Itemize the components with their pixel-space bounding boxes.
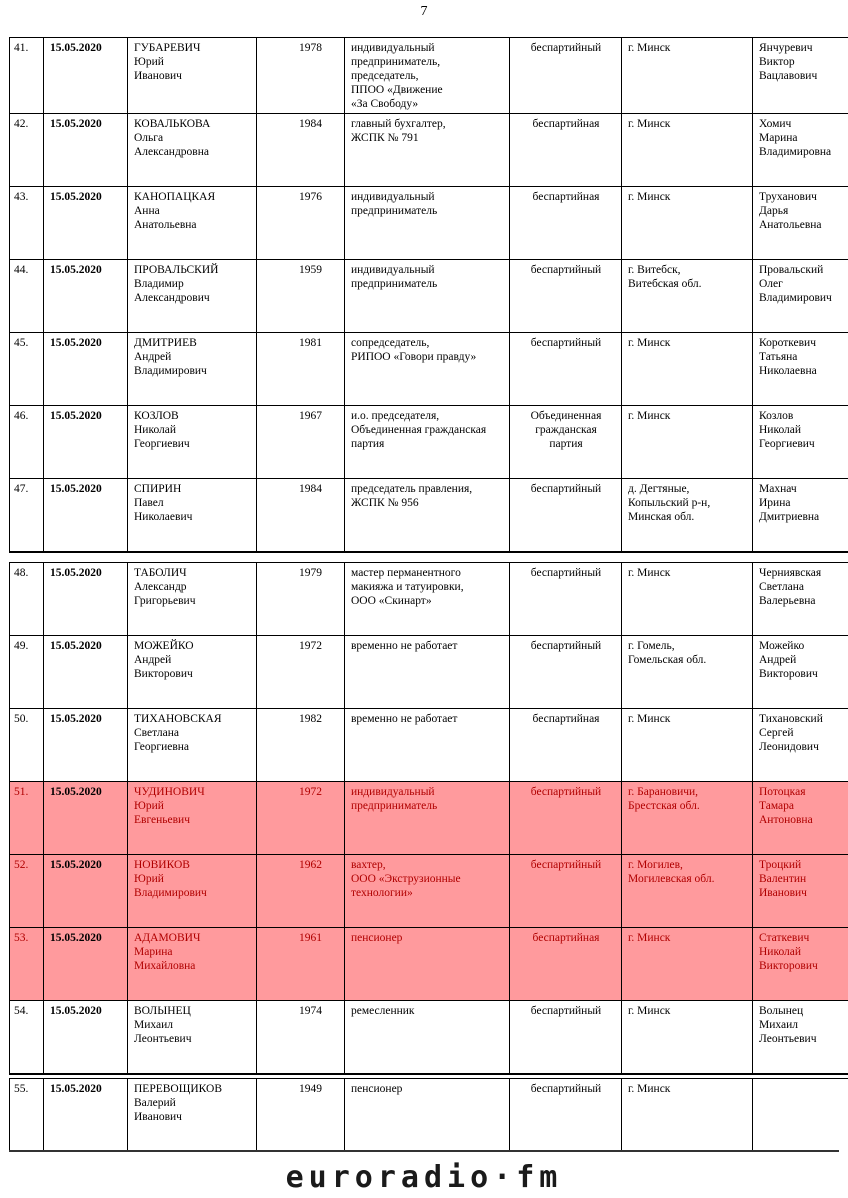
residence: г. Минск [622, 187, 753, 260]
row-number: 52. [10, 855, 44, 928]
party-affiliation: беспартийная [510, 709, 622, 782]
candidate-name: ТАБОЛИЧ Александр Григорьевич [128, 563, 257, 636]
row-date: 15.05.2020 [44, 406, 128, 479]
page-number: 7 [420, 4, 428, 19]
occupation: мастер перманентного макияжа и татуировки, ООО «Скинарт» [345, 563, 510, 636]
row-number: 45. [10, 333, 44, 406]
row-number: 53. [10, 928, 44, 1001]
occupation: пенсионер [345, 1079, 510, 1151]
residence: г. Минск [622, 38, 753, 114]
party-affiliation: беспартийная [510, 187, 622, 260]
authorized-representative: Козлов Николай Георгиевич [753, 406, 848, 479]
candidate-name: ТИХАНОВСКАЯ Светлана Георгиевна [128, 709, 257, 782]
row-number: 54. [10, 1001, 44, 1074]
residence: г. Минск [622, 563, 753, 636]
party-affiliation: беспартийный [510, 1079, 622, 1151]
authorized-representative: Янчуревич Виктор Вацлавович [753, 38, 848, 114]
row-number: 48. [10, 563, 44, 636]
candidate-name: ГУБАРЕВИЧ Юрий Иванович [128, 38, 257, 114]
row-number: 55. [10, 1079, 44, 1151]
candidate-name: КОЗЛОВ Николай Георгиевич [128, 406, 257, 479]
birth-year: 1972 [257, 782, 345, 855]
birth-year: 1961 [257, 928, 345, 1001]
authorized-representative: Можейко Андрей Викторович [753, 636, 848, 709]
table-row [10, 479, 848, 552]
row-number: 51. [10, 782, 44, 855]
row-date: 15.05.2020 [44, 928, 128, 1001]
residence: г. Гомель, Гомельская обл. [622, 636, 753, 709]
candidate-name: ДМИТРИЕВ Андрей Владимирович [128, 333, 257, 406]
authorized-representative: Провальский Олег Владимирович [753, 260, 848, 333]
bottom-divider [9, 1150, 839, 1152]
authorized-representative: Волынец Михаил Леонтьевич [753, 1001, 848, 1074]
party-affiliation: беспартийная [510, 114, 622, 187]
birth-year: 1949 [257, 1079, 345, 1151]
authorized-representative: Труханович Дарья Анатольевна [753, 187, 848, 260]
occupation: вахтер, ООО «Экструзионные технологии» [345, 855, 510, 928]
table-row [10, 928, 848, 1001]
residence: г. Минск [622, 333, 753, 406]
occupation: ремесленник [345, 1001, 510, 1074]
candidate-name: ПЕРЕВОЩИКОВ Валерий Иванович [128, 1079, 257, 1151]
party-affiliation: беспартийный [510, 636, 622, 709]
occupation: временно не работает [345, 709, 510, 782]
occupation: председатель правления, ЖСПК № 956 [345, 479, 510, 552]
party-affiliation: беспартийный [510, 38, 622, 114]
row-number: 47. [10, 479, 44, 552]
table-row [10, 636, 848, 709]
row-date: 15.05.2020 [44, 855, 128, 928]
authorized-representative: Хомич Марина Владимировна [753, 114, 848, 187]
row-date: 15.05.2020 [44, 333, 128, 406]
authorized-representative: Черниявская Светлана Валерьевна [753, 563, 848, 636]
candidate-name: АДАМОВИЧ Марина Михайловна [128, 928, 257, 1001]
candidates-table-3 [9, 1078, 848, 1151]
authorized-representative: Махнач Ирина Дмитриевна [753, 479, 848, 552]
occupation: индивидуальный предприниматель [345, 260, 510, 333]
party-affiliation: беспартийный [510, 782, 622, 855]
party-affiliation: беспартийный [510, 855, 622, 928]
occupation: сопредседатель, РИПОО «Говори правду» [345, 333, 510, 406]
occupation: индивидуальный предприниматель, председатель, ППОО «Движение «За Свободу» [345, 38, 510, 114]
candidate-name: ВОЛЫНЕЦ Михаил Леонтьевич [128, 1001, 257, 1074]
party-affiliation: беспартийный [510, 479, 622, 552]
birth-year: 1959 [257, 260, 345, 333]
occupation: временно не работает [345, 636, 510, 709]
party-affiliation: Объединенная гражданская партия [510, 406, 622, 479]
row-date: 15.05.2020 [44, 38, 128, 114]
authorized-representative: Тихановский Сергей Леонидович [753, 709, 848, 782]
birth-year: 1981 [257, 333, 345, 406]
residence: д. Дегтяные, Копыльский р-н, Минская обл. [622, 479, 753, 552]
party-affiliation: беспартийный [510, 1001, 622, 1074]
table-row [10, 709, 848, 782]
residence: г. Барановичи, Брестская обл. [622, 782, 753, 855]
authorized-representative: Короткевич Татьяна Николаевна [753, 333, 848, 406]
residence: г. Минск [622, 928, 753, 1001]
row-number: 44. [10, 260, 44, 333]
residence: г. Могилев, Могилевская обл. [622, 855, 753, 928]
table-row [10, 187, 848, 260]
birth-year: 1979 [257, 563, 345, 636]
birth-year: 1967 [257, 406, 345, 479]
birth-year: 1974 [257, 1001, 345, 1074]
table-row [10, 782, 848, 855]
candidate-name: КОВАЛЬКОВА Ольга Александровна [128, 114, 257, 187]
row-number: 43. [10, 187, 44, 260]
row-date: 15.05.2020 [44, 782, 128, 855]
residence: г. Минск [622, 114, 753, 187]
row-date: 15.05.2020 [44, 1079, 128, 1151]
table-row [10, 38, 848, 114]
occupation: главный бухгалтер, ЖСПК № 791 [345, 114, 510, 187]
candidates-table-2 [9, 562, 848, 1075]
candidate-name: МОЖЕЙКО Андрей Викторович [128, 636, 257, 709]
row-date: 15.05.2020 [44, 260, 128, 333]
table-row [10, 1001, 848, 1074]
table-row [10, 406, 848, 479]
table-row [10, 1079, 848, 1151]
row-date: 15.05.2020 [44, 1001, 128, 1074]
party-affiliation: беспартийный [510, 260, 622, 333]
authorized-representative [753, 1079, 848, 1151]
authorized-representative: Потоцкая Тамара Антоновна [753, 782, 848, 855]
birth-year: 1984 [257, 114, 345, 187]
row-number: 49. [10, 636, 44, 709]
birth-year: 1976 [257, 187, 345, 260]
table-row [10, 333, 848, 406]
row-number: 42. [10, 114, 44, 187]
row-number: 46. [10, 406, 44, 479]
candidates-table-1 [9, 37, 848, 553]
candidate-name: КАНОПАЦКАЯ Анна Анатольевна [128, 187, 257, 260]
table-row [10, 563, 848, 636]
residence: г. Минск [622, 709, 753, 782]
occupation: индивидуальный предприниматель [345, 187, 510, 260]
birth-year: 1962 [257, 855, 345, 928]
occupation: индивидуальный предприниматель [345, 782, 510, 855]
party-affiliation: беспартийный [510, 333, 622, 406]
row-date: 15.05.2020 [44, 187, 128, 260]
residence: г. Витебск, Витебская обл. [622, 260, 753, 333]
birth-year: 1982 [257, 709, 345, 782]
euroradio-logo: euroradio·fm [285, 1160, 563, 1195]
residence: г. Минск [622, 1001, 753, 1074]
row-number: 50. [10, 709, 44, 782]
row-date: 15.05.2020 [44, 709, 128, 782]
residence: г. Минск [622, 1079, 753, 1151]
birth-year: 1978 [257, 38, 345, 114]
candidate-name: НОВИКОВ Юрий Владимирович [128, 855, 257, 928]
candidate-name: ПРОВАЛЬСКИЙ Владимир Александрович [128, 260, 257, 333]
row-date: 15.05.2020 [44, 479, 128, 552]
occupation: пенсионер [345, 928, 510, 1001]
table-row [10, 260, 848, 333]
row-number: 41. [10, 38, 44, 114]
authorized-representative: Статкевич Николай Викторович [753, 928, 848, 1001]
residence: г. Минск [622, 406, 753, 479]
birth-year: 1972 [257, 636, 345, 709]
row-date: 15.05.2020 [44, 636, 128, 709]
table-row [10, 114, 848, 187]
birth-year: 1984 [257, 479, 345, 552]
party-affiliation: беспартийный [510, 563, 622, 636]
table-row [10, 855, 848, 928]
occupation: и.о. председателя, Объединенная гражданская партия [345, 406, 510, 479]
row-date: 15.05.2020 [44, 563, 128, 636]
party-affiliation: беспартийная [510, 928, 622, 1001]
row-date: 15.05.2020 [44, 114, 128, 187]
candidate-name: ЧУДИНОВИЧ Юрий Евгеньевич [128, 782, 257, 855]
authorized-representative: Троцкий Валентин Иванович [753, 855, 848, 928]
candidate-name: СПИРИН Павел Николаевич [128, 479, 257, 552]
